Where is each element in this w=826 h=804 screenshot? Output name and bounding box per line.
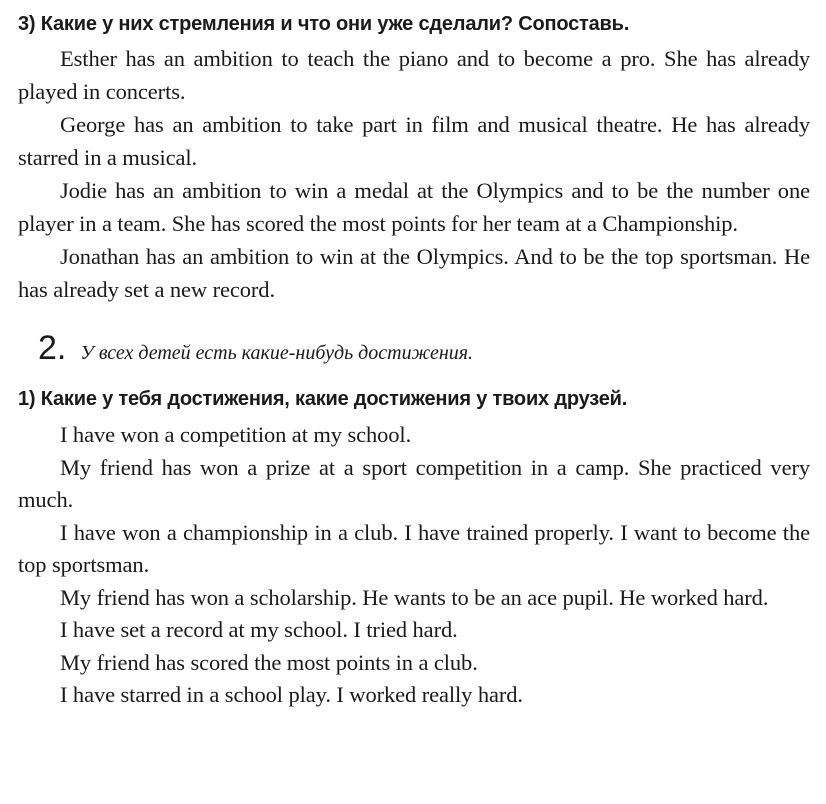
paragraph-jonathan: Jonathan has an ambition to win at the Olympics. And to be the top sportsman. He has already set a new record.: [18, 244, 810, 302]
section-heading-ambitions: 3) Какие у них стремления и что они уже сделали? Сопоставь.: [18, 13, 630, 35]
exercise-title: У всех детей есть какие-нибудь достижения.: [80, 342, 474, 364]
achievement-line: I have won a championship in a club. I have trained properly. I want to become the top sportsman.: [18, 519, 810, 577]
achievement-line: My friend has scored the most points in a club.: [60, 649, 478, 675]
section-heading-achievements: 1) Какие у тебя достижения, какие достижения у твоих друзей.: [18, 388, 628, 410]
paragraph-jodie: Jodie has an ambition to win a medal at the Olympics and to be the number one player in a team. She has scored the most points for her team at a Championship.: [18, 178, 810, 236]
achievement-line: My friend has won a scholarship. He wants to be an ace pupil. He worked hard.: [60, 584, 769, 610]
achievements-section: [18, 385, 810, 712]
achievement-line: My friend has won a prize at a sport competition in a camp. She practiced very much.: [18, 454, 810, 512]
exercise-number: 2.: [38, 329, 67, 367]
exercise-header: [18, 328, 810, 375]
achievement-line: I have set a record at my school. I tried hard.: [60, 617, 458, 642]
achievement-line: I have won a competition at my school.: [60, 422, 412, 447]
paragraph-george: George has an ambition to take part in film and musical theatre. He has already starred in a musical.: [18, 112, 810, 170]
achievement-line: I have starred in a school play. I worked really hard.: [60, 682, 523, 707]
paragraph-esther: Esther has an ambition to teach the piano and to become a pro. She has already played in concerts.: [18, 46, 810, 104]
ambitions-section: [18, 10, 810, 306]
